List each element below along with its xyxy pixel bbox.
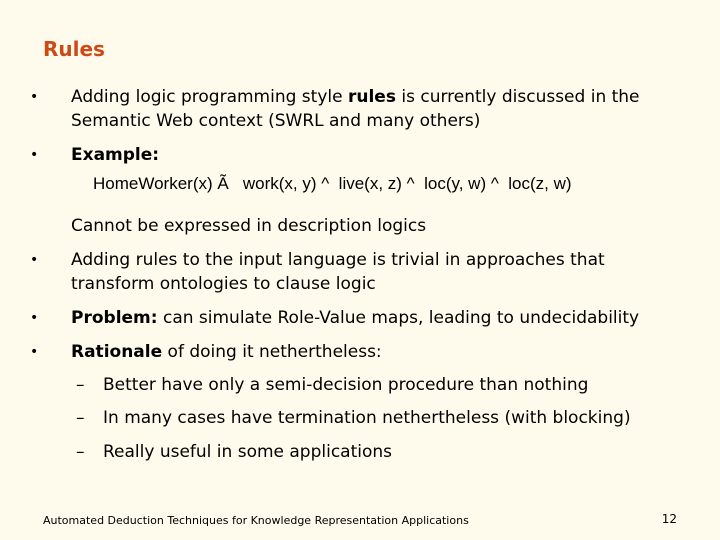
text-part: of doing it nethertheless: <box>162 342 382 362</box>
bullet-marker: • <box>30 147 39 163</box>
bold-term: Example: <box>71 145 160 165</box>
bullet-text <box>71 306 690 330</box>
text-part: can simulate Role-Value maps, leading to undecidability <box>157 308 640 328</box>
subitem <box>76 440 696 464</box>
bullet-marker: • <box>30 310 39 326</box>
bullet-text <box>71 85 690 133</box>
example-formula: HomeWorker(x) Ã work(x, y) ^ live(x, z) ^ loc(y, w) ^ loc(z, w) <box>93 174 572 193</box>
text-part: is currently discussed in the Semantic Web context (SWRL and many others) <box>71 87 640 131</box>
bullet-marker: • <box>30 252 39 268</box>
bullet-marker: • <box>30 344 39 360</box>
bullet-text <box>71 143 690 167</box>
dash-marker: – <box>76 442 85 462</box>
bullet-text <box>71 340 690 364</box>
subitem-text: Really useful in some applications <box>103 442 393 462</box>
bullet-rules-discussion <box>30 85 690 133</box>
bullet-marker: • <box>30 89 39 105</box>
slide-title: Rules <box>43 37 105 61</box>
subitem-text: In many cases have termination nethertheless (with blocking) <box>103 408 631 428</box>
subitem-text: Better have only a semi-decision procedure than nothing <box>103 375 589 395</box>
text-part: Adding logic programming style <box>71 87 348 107</box>
bold-term: Problem: <box>71 308 158 328</box>
dash-marker: – <box>76 375 85 395</box>
subitem <box>76 373 696 397</box>
bold-term: Rationale <box>71 342 163 362</box>
page-number: 12 <box>661 512 677 526</box>
dash-marker: – <box>76 408 85 428</box>
bullet-trivial-approaches <box>30 248 690 296</box>
bullet-example <box>30 143 690 167</box>
example-note: Cannot be expressed in description logics <box>71 216 427 236</box>
bullet-text: Adding rules to the input language is trivial in approaches that transform ontologies to clause logic <box>71 250 605 294</box>
footer-text: Automated Deduction Techniques for Knowledge Representation Applications <box>43 514 469 527</box>
subitem <box>76 406 696 430</box>
bullet-problem <box>30 306 690 330</box>
bullet-rationale <box>30 340 690 364</box>
bold-term: rules <box>347 87 396 107</box>
